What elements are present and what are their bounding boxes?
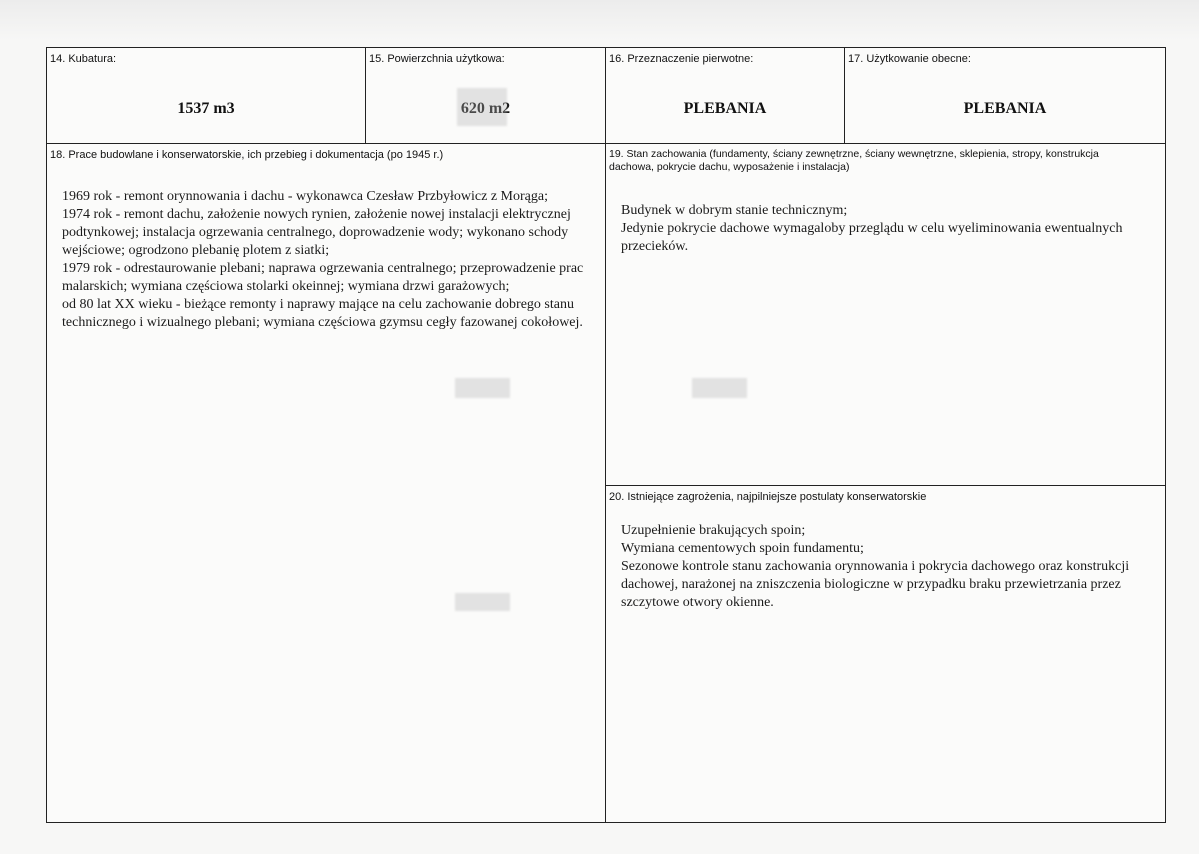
field-17-value: PLEBANIA — [963, 100, 1047, 117]
field-19-line: Budynek w dobrym stanie technicznym; — [621, 203, 848, 218]
field-19-text — [621, 202, 1156, 256]
field-18-line: wejściowe; ogrodzono plebanię plotem z siatki; — [62, 243, 330, 258]
field-19-line: Jedynie pokrycie dachowe wymagaloby przeglądu w celu wyeliminowania ewentualnych — [621, 221, 1123, 236]
field-19-label-line: dachowa, pokrycie dachu, wyposażenie i instalacja) — [609, 161, 850, 173]
field-15-label: 15. Powierzchnia użytkowa: — [369, 53, 505, 65]
field-19-label — [606, 144, 1165, 174]
scan-smudge — [455, 593, 510, 611]
field-16-value: PLEBANIA — [683, 100, 767, 117]
scan-smudge — [457, 88, 507, 126]
field-17-uzytkowanie — [845, 48, 1165, 143]
field-14-label: 14. Kubatura: — [50, 53, 117, 65]
field-20-line: Uzupełnienie brakujących spoin; — [621, 523, 806, 538]
field-18-line: 1979 rok - odrestaurowanie plebani; naprawa ogrzewania centralnego; przeprowadzenie prac — [62, 261, 584, 276]
field-20-line: szczytowe otwory okienne. — [621, 595, 774, 610]
field-20-line: Sezonowe kontrole stanu zachowania orynnowania i pokrycia dachowego oraz konstrukcji — [621, 559, 1130, 574]
field-18-line: 1969 rok - remont orynnowania i dachu - wykonawca Czesław Przbyłowicz z Morąga; — [62, 189, 548, 204]
field-20-text — [621, 522, 1156, 612]
field-18-line: podtynkowej; instalacja ogrzewania centralnego, doprowadzenie wody; wykonano schody — [62, 225, 569, 240]
field-16-label: 16. Przeznaczenie pierwotne: — [609, 53, 754, 65]
field-20-zagrozenia — [606, 486, 1165, 822]
field-17-label: 17. Użytkowanie obecne: — [848, 53, 971, 65]
field-18-line: 1974 rok - remont dachu, założenie nowych rynien, założenie nowej instalacji elektrycznej — [62, 207, 571, 222]
record-sheet — [46, 47, 1166, 823]
field-20-label: 20. Istniejące zagrożenia, najpilniejsze postulaty konserwatorskie — [609, 491, 927, 503]
field-18-line: malarskich; wymiana częściowa stolarki okeinnej; wymiana drzwi garażowych; — [62, 279, 510, 294]
scan-top-edge — [0, 0, 1199, 40]
field-20-line: dachowej, narażonej na zniszczenia biologiczne w przypadku braku przewietrzania przez — [621, 577, 1121, 592]
scan-smudge — [692, 378, 747, 398]
field-14-value: 1537 m3 — [177, 100, 235, 117]
field-16-przeznaczenie — [606, 48, 844, 143]
field-14-kubatura — [47, 48, 365, 143]
field-20-line: Wymiana cementowych spoin fundamentu; — [621, 541, 864, 556]
field-18-line: technicznego i wizualnego plebani; wymiana częściowa gzymsu cegły fazowanej cokołowej. — [62, 315, 583, 330]
field-15-value: 620 m2 — [460, 100, 511, 117]
field-18-label: 18. Prace budowlane i konserwatorskie, ich przebieg i dokumentacja (po 1945 r.) — [50, 149, 444, 161]
field-19-stan-zachowania — [606, 144, 1165, 485]
scan-smudge — [455, 378, 510, 398]
field-18-line: od 80 lat XX wieku - bieżące remonty i naprawy mające na celu zachowanie dobrego stanu — [62, 297, 574, 312]
field-19-label-line: 19. Stan zachowania (fundamenty, ściany zewnętrzne, ściany wewnętrzne, sklepienia, stropy, konstrukcja — [609, 148, 1099, 160]
field-18-text — [62, 188, 602, 332]
field-18-prace-budowlane — [47, 144, 605, 822]
field-19-line: przecieków. — [621, 239, 689, 254]
